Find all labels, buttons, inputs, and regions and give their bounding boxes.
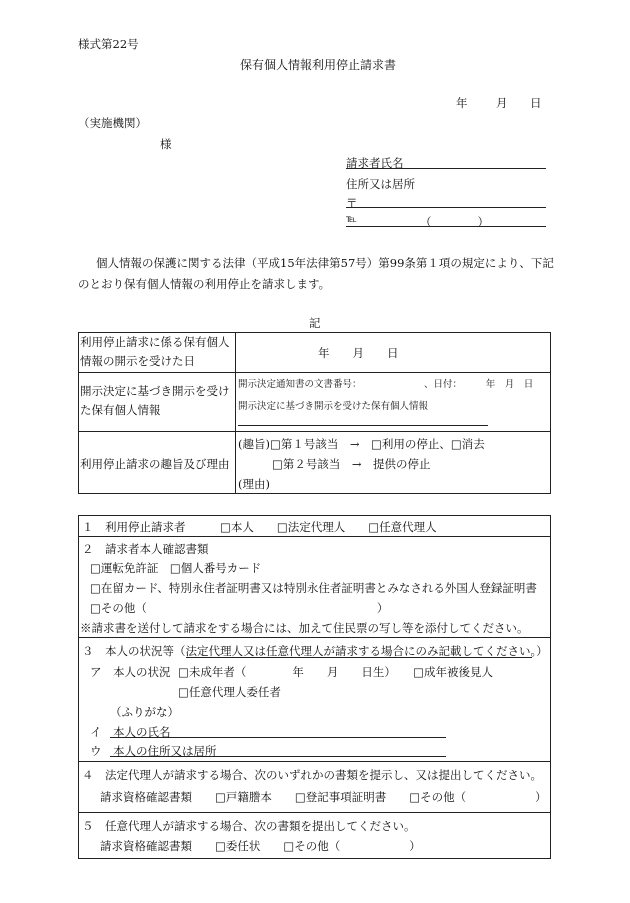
honorific: 様 [160, 137, 172, 151]
section2-id-docs-1[interactable]: □運転免許証 □個人番号カード [90, 561, 262, 575]
section3-principal-address-line[interactable] [110, 756, 446, 757]
row2-label: 開示決定に基づき開示を受け た保有個人情報 [80, 384, 230, 417]
section3-heading: ３ 本人の状況等（法定代理人又は任意代理人が請求する場合にのみ記載してください。） [82, 644, 548, 658]
agency-label: （実施機関） [78, 116, 147, 130]
section2-note: ※請求書を送付して請求をする場合には、加えて住民票の写し等を添付してください。 [80, 621, 529, 635]
table-column-divider [235, 332, 236, 494]
row2-info-label: 開示決定に基づき開示を受けた保有個人情報 [238, 401, 429, 412]
section3-principal-name: イ 本人の氏名 [90, 725, 171, 739]
intro-line-1: 個人情報の保護に関する法律（平成15年法律第57号）第99条第１項の規定により、下記 [96, 256, 554, 270]
section-divider-2 [78, 637, 551, 638]
date-day: 日 [530, 96, 542, 110]
postal-mark: 〒 [346, 196, 358, 210]
tel-label: ℡ [346, 214, 357, 225]
row1-value[interactable]: 年 月 日 [318, 346, 399, 360]
page-title: 保有個人情報利用停止請求書 [240, 58, 397, 72]
row2-info-line[interactable] [238, 425, 488, 426]
table-row-divider-1 [78, 372, 551, 373]
intro-line-2: のとおり保有個人情報の利用停止を請求します。 [78, 277, 331, 291]
section3-a-label: ア 本人の状況 [90, 665, 171, 679]
section-divider-3 [78, 761, 551, 762]
table-row-divider-2 [78, 431, 551, 432]
row3-item2-line[interactable]: □第２号該当 → 提供の停止 [272, 457, 431, 471]
requester-tel-line[interactable] [346, 226, 546, 227]
row3-label: 利用停止請求の趣旨及び理由 [80, 457, 230, 471]
section-divider-4 [78, 812, 551, 813]
section3-principal-address: ウ 本人の住所又は居所 [90, 744, 217, 758]
requester-address-label: 住所又は居所 [346, 177, 415, 191]
ki-label: 記 [309, 316, 321, 330]
section3-a-options[interactable]: □未成年者（ 年 月 日生） □成年被後見人 [178, 665, 493, 679]
date-month: 月 [496, 96, 508, 110]
section2-id-docs-other[interactable]: □その他（ ） [90, 601, 389, 615]
section4-heading: ４ 法定代理人が請求する場合、次のいずれかの書類を提示し、又は提出してください。 [82, 768, 542, 782]
requester-name-line[interactable] [346, 168, 546, 169]
tel-paren: （ ） [420, 215, 489, 229]
section2-heading: ２ 請求者本人確認書類 [82, 542, 209, 556]
section1-requester-type[interactable]: １ 利用停止請求者 □本人 □法定代理人 □任意代理人 [82, 520, 437, 534]
requester-name-label: 請求者氏名 [346, 156, 404, 170]
row1-label: 利用停止請求に係る保有個人 情報の開示を受けた日 [80, 335, 230, 368]
section3-principal-name-line[interactable] [110, 737, 446, 738]
form-number: 様式第22号 [78, 37, 139, 51]
section4-docs[interactable]: 請求資格確認書類 □戸籍謄本 □登記事項証明書 □その他（ ） [100, 790, 547, 804]
section2-id-docs-2[interactable]: □在留カード、特別永住者証明書又は特別永住者証明書とみなされる外国人登録証明書 [90, 581, 537, 595]
section3-furigana: （ふりがな） [110, 705, 179, 719]
row3-purpose-line[interactable]: (趣旨)□第１号該当 → □利用の停止、□消去 [238, 437, 485, 451]
row3-reason-label: (理由) [238, 477, 270, 491]
requester-address-line[interactable] [346, 207, 546, 208]
section-divider-1 [78, 536, 551, 537]
section5-heading: ５ 任意代理人が請求する場合、次の書類を提出してください。 [82, 819, 416, 833]
section3-a-option-principal[interactable]: □任意代理人委任者 [178, 685, 281, 699]
row2-date[interactable]: 、日付： 年 月 日 [424, 379, 534, 390]
section5-docs[interactable]: 請求資格確認書類 □委任状 □その他（ ） [100, 839, 421, 853]
row2-doc-number[interactable]: 開示決定通知書の文書番号： [238, 379, 362, 390]
section3-heading-underline [186, 657, 532, 658]
date-year: 年 [456, 96, 468, 110]
